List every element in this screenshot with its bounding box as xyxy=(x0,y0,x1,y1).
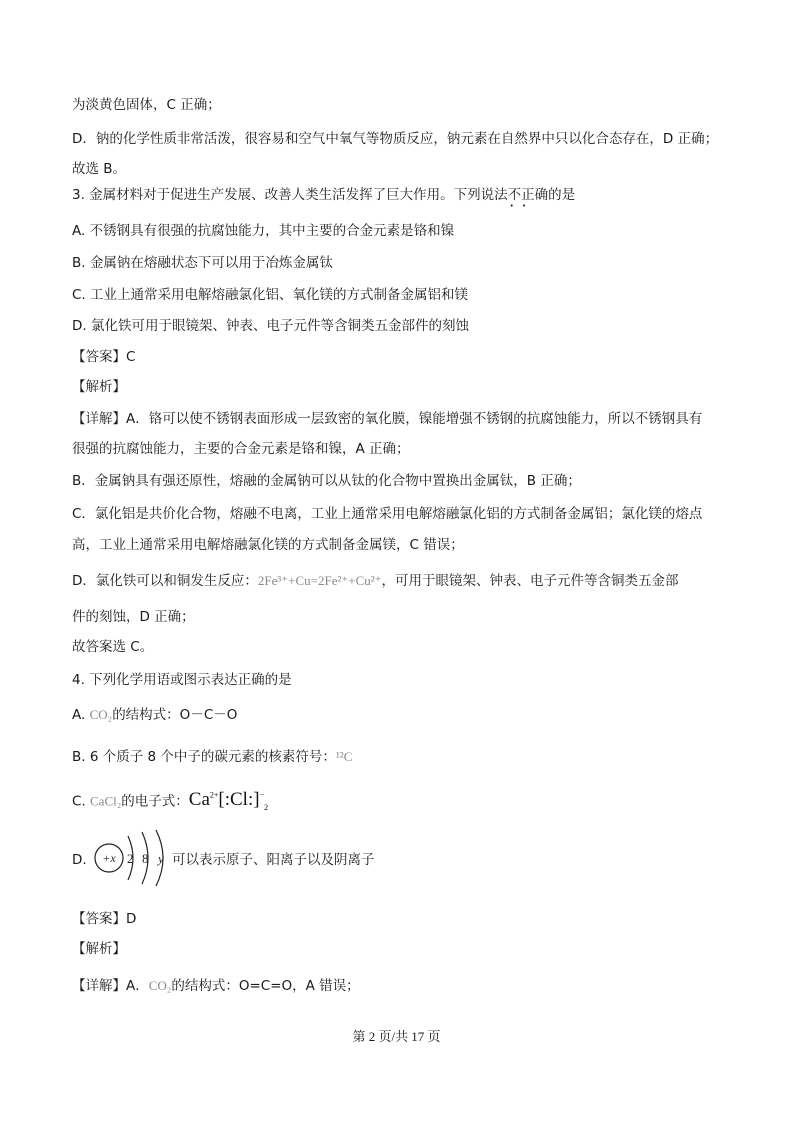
nuclide-symbol: ¹²C xyxy=(335,749,353,764)
explanation-text: ，可用于眼镜架、钟表、电子元件等含铜类五金部 xyxy=(381,573,679,589)
electron-formula xyxy=(188,789,269,813)
question-4-stem: 4. 下列化学用语或图示表达正确的是 xyxy=(72,672,292,688)
explanation-line: C．氯化铝是共价化合物，熔融不电离，工业上通常采用电解熔融氯化铝的方式制备金属铝；氯化镁的熔点 xyxy=(72,506,703,522)
explanation-line: 故答案选 C。 xyxy=(72,639,154,655)
formula-cacl2: CaCl₂ xyxy=(90,793,122,809)
analysis-label: 【解析】 xyxy=(72,379,126,395)
page-footer: 第 2 页/共 17 页 xyxy=(352,1029,441,1044)
atomic-structure-diagram xyxy=(92,828,172,888)
text-line: 故选 B。 xyxy=(72,161,127,177)
formula-co2: CO₂ xyxy=(148,978,172,993)
explanation-line xyxy=(72,977,732,995)
shell-electron-count: 8 xyxy=(142,851,149,866)
nucleus-charge: +x xyxy=(102,851,116,865)
formula-co2: CO₂ xyxy=(89,707,113,722)
option-b: B. 金属钠在熔融状态下可以用于冶炼金属钛 xyxy=(72,255,333,271)
text-line: D．钠的化学性质非常活泼，很容易和空气中氧气等物质反应，钠元素在自然界中只以化合态存在，D 正确； xyxy=(72,131,719,147)
option-letter: C. xyxy=(72,793,86,810)
q3-stem-end: 的是 xyxy=(548,187,576,203)
charge-label: − xyxy=(259,791,265,800)
option-d-letter: D. xyxy=(72,852,87,868)
shell-electron-count: 2 xyxy=(127,851,134,866)
analysis-label: 【解析】 xyxy=(72,941,126,957)
explanation-line xyxy=(72,572,732,590)
option-letter: A. xyxy=(72,707,86,723)
charge-label: 2+ xyxy=(209,791,219,800)
option-text: 的结构式：O－C－O xyxy=(112,707,238,723)
calcium-symbol: Ca xyxy=(188,789,210,811)
explanation-line: B．金属钠具有强还原性，熔融的金属钠可以从钛的化合物中置换出金属钛，B 正确； xyxy=(72,473,581,489)
question-3-stem xyxy=(72,186,732,204)
option-d: D. 氯化铁可用于眼镜架、钟表、电子元件等含铜类五金部件的刻蚀 xyxy=(72,318,469,334)
explanation-text: 的结构式：O=C=O，A 错误； xyxy=(171,978,360,994)
answer-label: 【答案】C xyxy=(72,349,136,365)
option-c: C. 工业上通常采用电解熔融氯化铝、氧化镁的方式制备金属铝和镁 xyxy=(72,287,469,303)
reaction-equation: 2Fe³⁺+Cu=2Fe²⁺+Cu²⁺ xyxy=(257,573,382,588)
answer-label: 【答案】D xyxy=(72,911,137,927)
q3-stem-text: 3. 金属材料对于促进生产发展、改善人类生活发挥了巨大作用。下列说法 xyxy=(72,187,508,203)
emphasis-dotted-text: 不正确 • • xyxy=(508,186,549,204)
explanation-text: D．氯化铁可以和铜发生反应： xyxy=(72,573,258,589)
explanation-line: 【详解】A．铬可以使不锈钢表面形成一层致密的氧化膜，镍能增强不锈钢的抗腐蚀能力，所以不锈钢具有 xyxy=(72,411,703,427)
option-a: A. 不锈钢具有很强的抗腐蚀能力，其中主要的合金元素是铬和镍 xyxy=(72,223,455,239)
option-b xyxy=(72,748,732,766)
option-text: 的电子式： xyxy=(121,793,189,810)
explanation-line: 高，工业上通常采用电解熔融氯化镁的方式制备金属镁，C 错误； xyxy=(72,537,464,553)
explanation-line: 很强的抗腐蚀能力，主要的合金元素是铬和镍，A 正确； xyxy=(72,441,410,457)
option-text: B. 6 个质子 8 个中子的碳元素的核素符号： xyxy=(72,749,336,765)
explanation-line: 件的刻蚀，D 正确； xyxy=(72,609,195,625)
option-a xyxy=(72,706,732,724)
text-line: 为淡黄色固体，C 正确； xyxy=(72,97,221,113)
chloride-bracket: [:Cl:] xyxy=(218,789,260,811)
option-c xyxy=(72,787,732,817)
option-d-text: 可以表示原子、阳离子以及阴离子 xyxy=(172,852,375,868)
explanation-text: 【详解】A． xyxy=(72,978,149,994)
subscript-count: 2 xyxy=(264,803,269,813)
shell-electron-count: y xyxy=(158,851,164,866)
